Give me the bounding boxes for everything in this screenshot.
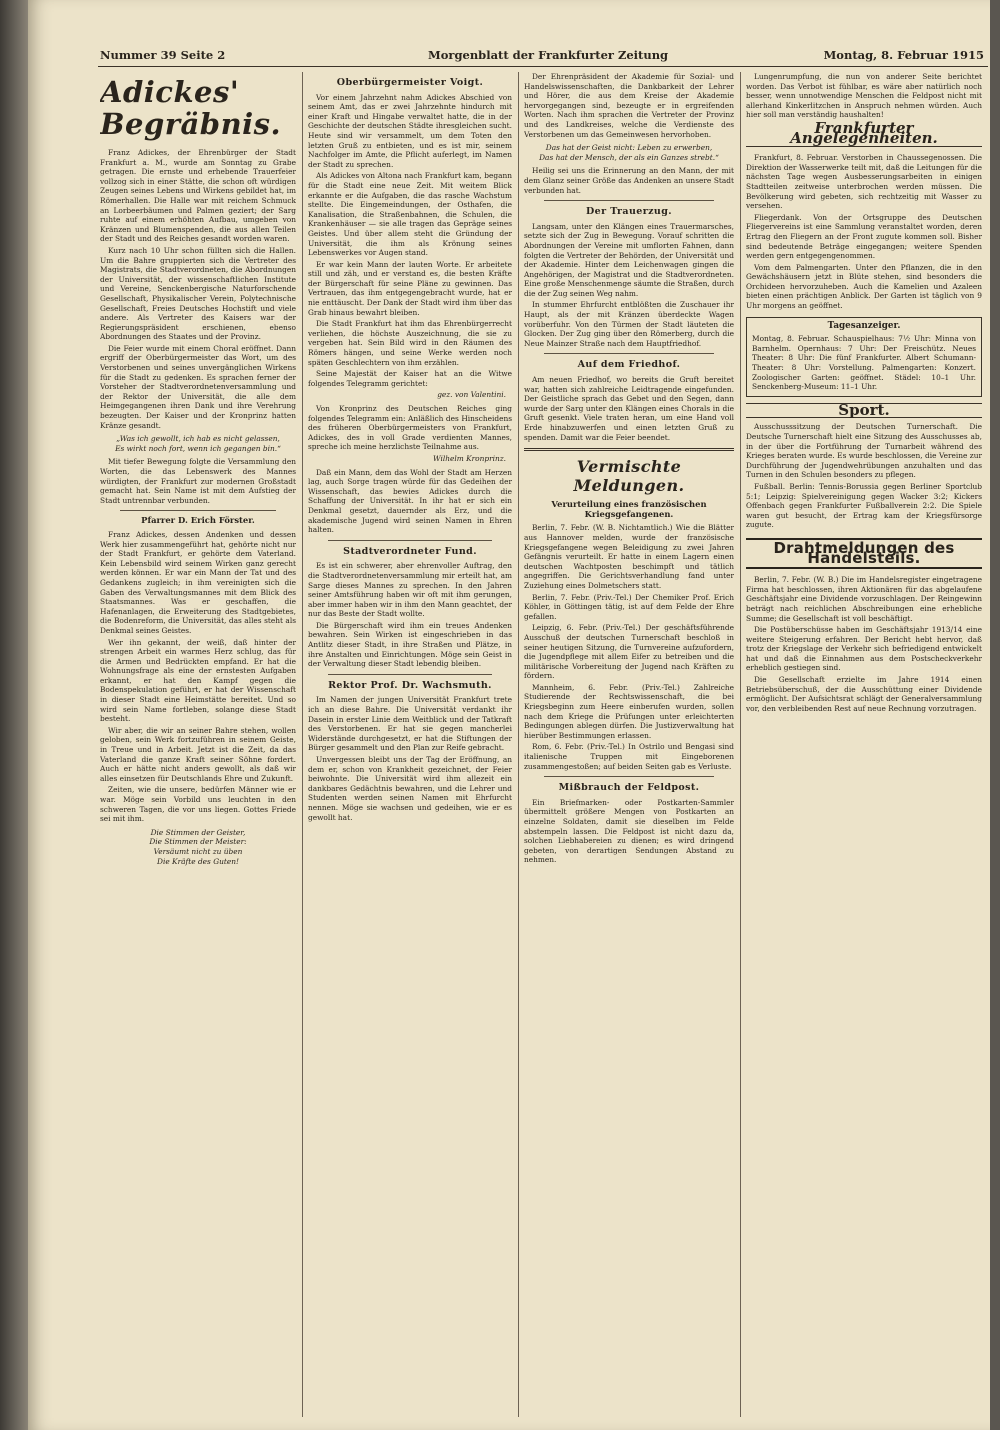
paragraph: Fußball. Berlin: Tennis-Borussia gegen Berliner Sportclub 5:1; Leipzig: Spielvereinigung gegen Wacker 3:2; Kickers Offenbach gegen Frankfurter Fußballverein 2:2. Die Spiele waren gut besucht, der Ertrag kam der Kriegsfürsorge zugute. [746, 481, 982, 530]
divider [328, 540, 492, 541]
column-3 [524, 72, 734, 1422]
divider [544, 200, 714, 201]
paragraph: Seine Majestät der Kaiser hat an die Witwe folgendes Telegramm gerichtet: [308, 369, 512, 388]
paragraph: Lungenrumpfung, die nun von anderer Seite berichtet worden. Das Verbot ist fühlbar, es wäre aber natürlich noch besser, wenn unnotwendige Menschen die Feldpost nicht mit allerhand Kinkerlitzchen in Anspruch nehmen würden. Auch hier soll man verständig haushalten! [746, 72, 982, 120]
paragraph: Langsam, unter den Klängen eines Trauermarsches, setzte sich der Zug in Bewegung. Vorauf schritten die Abordnungen der Vereine mit umflorten Fahnen, dann folgten die Vertreter der Behörden, der Universität und der Akademie. Hinter dem Leichenwagen gingen die Angehörigen, der Magistrat und die Stadtverordneten. Eine große Menschenmenge säumte die Straßen, durch die der Zug seinen Weg nahm. [524, 221, 734, 298]
box-content: Montag, 8. Februar. Schauspielhaus: 7½ Uhr: Minna von Barnhelm. Opernhaus: 7 Uhr: Der Freischütz. Neues Theater: 8 Uhr: Die fünf Frankfurter. Albert Schumann-Theater: 8 Uhr: Vorstellung. Palmengarten: Konzert. Zoologischer Garten: geöffnet. Städel: 10–1 Uhr. Senckenberg-Museum: 11–1 Uhr. [752, 334, 976, 392]
speaker-heading: Rektor Prof. Dr. Wachsmuth. [328, 679, 492, 691]
speaker-heading: Oberbürgermeister Voigt. [336, 77, 484, 88]
section-heading: Der Trauerzug. [586, 206, 672, 218]
paragraph: Leipzig, 6. Febr. (Priv.-Tel.) Der geschäftsführende Ausschuß der deutschen Turnerschaft beschloß in seiner heutigen Sitzung, die Turnvereine aufzufordern, die Jugendpflege mit allem Eifer zu betreiben und die militärische Vorbereitung der Jugend nach Kräften zu fördern. [524, 623, 734, 681]
paragraph: Wir aber, die wir an seiner Bahre stehen, wollen geloben, sein Werk fortzuführen in seinem Geiste, in Treue und in Arbeit. Jetzt ist die Zeit, da das Vaterland die ganze Kraft seiner Söhne fordert. Auch er hätte nicht anders gewollt, als daß wir alles einsetzen für Deutschlands Ehre und Zukunft. [100, 725, 296, 783]
book-binding [0, 0, 28, 1430]
paragraph: Heilig sei uns die Erinnerung an den Mann, der mit dem Glanz seiner Größe das Andenken an unsere Stadt verbunden hat. [524, 166, 734, 195]
header-page-number: Nummer 39 Seite 2 [100, 48, 226, 62]
paragraph: Berlin, 7. Febr. (W. B. Nichtamtlich.) Wie die Blätter aus Hannover melden, wurde der französische Kriegsgefangene wegen Beleidigung zu zwei Jahren Gefängnis verurteilt. Er hatte in einem Lagern einen deutschen Wachtposten beschimpft und tätlich angegriffen. Die Gerichtsverhandlung fand unter Zuziehung eines Dolmetschers statt. [524, 523, 734, 590]
paragraph: Die Bürgerschaft wird ihm ein treues Andenken bewahren. Sein Wirken ist eingeschrieben in das Antlitz dieser Stadt, in ihre Straßen und Plätze, in ihre Anstalten und Einrichtungen. Möge sein Geist in der Verwaltung dieser Stadt lebendig bleiben. [308, 620, 512, 669]
divider [544, 776, 714, 777]
paragraph: Kurz nach 10 Uhr schon füllten sich die Hallen. Um die Bahre gruppierten sich die Vertreter des Magistrats, die Stadtverordneten, die Abordnungen der Universität, der wissenschaftlichen Institute und Vereine, Senckenbergische Naturforschende Gesellschaft, Physikalischer Verein, Polytechnische Gesellschaft, Freies Deutsches Hochstift und viele andere. Als Vertreter des Kaisers war der Regierungspräsident erschienen, ebenso Abordnungen des Staates und der Provinz. [100, 245, 296, 342]
double-divider [524, 448, 734, 451]
column-rule [302, 72, 303, 1417]
paragraph: Am neuen Friedhof, wo bereits die Gruft bereitet war, hatten sich zahlreiche Leidtragende eingefunden. Der Geistliche sprach das Gebet und den Segen, dann wurde der Sarg unter den Klängen eines Chorals in die Gruft gesenkt. Viele traten heran, um eine Hand voll Erde hinabzuwerfen und einen letzten Gruß zu spenden. Damit war die Feier beendet. [524, 375, 734, 442]
divider [120, 510, 276, 511]
paragraph: Zeiten, wie die unsere, bedürfen Männer wie er war. Möge sein Vorbild uns leuchten in den schweren Tagen, die vor uns liegen. Gottes Friede sei mit ihm. [100, 785, 296, 824]
paragraph: Als Adickes von Altona nach Frankfurt kam, begann für die Stadt eine neue Zeit. Mit weitem Blick erkannte er die Aufgaben, die das rasche Wachstum stellte. Die Eingemeindungen, der Osthafen, die Kanalisation, die Straßenbahnen, die Schulen, die Krankenhäuser — sie alle tragen das Gepräge seines Geistes. Und über allem steht die Gründung der Universität, die ihm als Krönung seines Lebenswerkes vor Augen stand. [308, 171, 512, 258]
paragraph: In stummer Ehrfurcht entblößten die Zuschauer ihr Haupt, als der mit Kränzen überdeckte Wagen vorüberfuhr. Von den Türmen der Stadt läuteten die Glocken. Der Zug ging über den Römerberg, durch die Neue Mainzer Straße nach dem Hauptfriedhof. [524, 300, 734, 348]
paragraph: Vom dem Palmengarten. Unter den Pflanzen, die in den Gewächshäusern jetzt in Blüte stehen, sind besonders die Orchideen hervorzuheben. Auch die Kamelien und Azaleen bieten einen prächtigen Anblick. Der Garten ist täglich von 9 Uhr morgens an geöffnet. [746, 262, 982, 311]
article-heading: Verurteilung eines französischen Kriegsgefangenen. [551, 499, 707, 519]
paragraph: Berlin, 7. Febr. (Priv.-Tel.) Der Chemiker Prof. Erich Köhler, in Göttingen tätig, ist auf dem Felde der Ehre gefallen. [524, 592, 734, 621]
section-heading: Sport. [746, 403, 982, 419]
paragraph: Der Ehrenpräsident der Akademie für Sozial- und Handelswissenschaften, die Dankbarkeit der Lehrer und Hörer, die aus dem Kreise der Akademie hervorgegangen sind, bezeugte er in ergreifenden Worten. Nach ihm sprachen die Vertreter der Provinz und des Landkreises, welche die Verdienste des Verstorbenen um das Gemeinwesen hervorhoben. [524, 72, 734, 139]
paragraph: Die Stadt Frankfurt hat ihm das Ehrenbürgerrecht verliehen, die höchste Auszeichnung, die sie zu vergeben hat. Sein Bild wird in den Räumen des Römers hängen, und seine Werke werden noch späten Geschlechtern von ihm erzählen. [308, 319, 512, 367]
paragraph: Im Namen der jungen Universität Frankfurt trete ich an diese Bahre. Die Universität verdankt ihr Dasein in erster Linie dem Weitblick und der Tatkraft des Verstorbenen. Er hat sie gegen mancherlei Widerstände durchgesetzt, er hat die Stiftungen der Bürger gesammelt und den Plan zur Reife gebracht. [308, 695, 512, 753]
section-heading: Frankfurter Angelegenheiten. [746, 124, 982, 147]
article-title: Adickes' Begräbnis. [100, 75, 282, 141]
daily-listing-box [746, 317, 982, 397]
paragraph: Berlin, 7. Febr. (W. B.) Die im Handelsregister eingetragene Firma hat beschlossen, ihren Aktionären für das abgelaufene Geschäftsjahr eine Dividende vorzuschlagen. Der Reingewinn beträgt nach reichlichen Abschreibungen eine erhebliche Summe; die Gesellschaft ist voll beschäftigt. [746, 575, 982, 623]
paragraph: Vor einem Jahrzehnt nahm Adickes Abschied von seinem Amt, das er zwei Jahrzehnte hindurch mit einer Kraft und Hingabe verwaltet hatte, die in der Geschichte der deutschen Städte ihresgleichen sucht. Heute sind wir versammelt, um dem Toten den letzten Gruß zu entbieten, und es ist mir, seinem Nachfolger im Amte, die Pflicht auferlegt, im Namen der Stadt zu sprechen. [308, 92, 512, 169]
paragraph: Frankfurt, 8. Februar. Verstorben in Chaussegenossen. Die Direktion der Wasserwerke teilt mit, daß die Leitungen für die nächsten Tage wegen Ausbesserungsarbeiten in einigen Stadtteilen zeitweise unterbrochen werden müssen. Die Bevölkerung wird gebeten, sich rechtzeitig mit Wasser zu versehen. [746, 153, 982, 211]
paragraph: Es ist ein schwerer, aber ehrenvoller Auftrag, den die Stadtverordnetenversammlung mir erteilt hat, am Sarge dieses Mannes zu sprechen. In den Jahren seiner Amtsführung haben wir oft mit ihm gerungen, aber immer haben wir in ihm den Mann geachtet, der nur das Beste der Stadt wollte. [308, 561, 512, 619]
box-title: Tagesanzeiger. [827, 320, 901, 331]
signature-line: gez. von Valentini. [437, 390, 506, 400]
section-heading: Auf dem Friedhof. [577, 359, 681, 371]
paragraph: Ein Briefmarken- oder Postkarten-Sammler übermittelt größere Mengen von Postkarten an einzelne Soldaten, damit sie dieselben im Felde abstempeln lassen. Die Feldpost ist nicht dazu da, solchen Liebhabereien zu dienen; es wird dringend gebeten, von derartigen Sendungen Abstand zu nehmen. [524, 797, 734, 865]
divider [544, 353, 714, 354]
divider [328, 674, 492, 675]
section-heading: Mißbrauch der Feldpost. [558, 782, 700, 794]
section-heading: Drahtmeldungen des Handelsteils. [746, 538, 982, 569]
paragraph: Rom, 6. Febr. (Priv.-Tel.) In Ostrilo und Bengasi sind italienische Truppen mit Eingeborenen zusammengestoßen; auf beiden Seiten gab es Verluste. [524, 742, 734, 771]
paragraph: Unvergessen bleibt uns der Tag der Eröffnung, an dem er, schon von Krankheit gezeichnet, der Feier beiwohnte. Die Universität wird ihm allezeit ein dankbares Gedächtnis bewahren, und die Lehrer und Studenten werden seinen Namen mit Ehrfurcht nennen. Möge sie wachsen und gedeihen, wie er es gewollt hat. [308, 755, 512, 822]
paragraph: Die Feier wurde mit einem Choral eröffnet. Dann ergriff der Oberbürgermeister das Wort, um des Verstorbenen und seines unvergänglichen Wirkens für die Stadt zu gedenken. Es sprachen ferner der Vorsteher der Stadtverordnetenversammlung und der Rektor der Universität, die alle dem Heimgegangenen ihren Dank und ihre Verehrung bezeugten. Der Kaiser und der Kronprinz hatten Kränze gesandt. [100, 343, 296, 430]
signature-line: Wilhelm Kronprinz. [433, 453, 506, 463]
paragraph: Ausschusssitzung der Deutschen Turnerschaft. Die Deutsche Turnerschaft hielt eine Sitzung des Ausschusses ab, in der über die Fortführung der Turnarbeit während des Krieges beraten wurde. Es wurde beschlossen, die Vereine zur Durchführung der Jugendwehrübungen anzuhalten und das Turnen in den Schulen besonders zu pflegen. [746, 422, 982, 480]
section-heading: Vermischte Meldungen. [573, 457, 685, 496]
quoted-verse: „Was ich gewollt, ich hab es nicht gelassen, Es wirkt noch fort, wenn ich gegangen bin.“ [115, 434, 281, 453]
paragraph: Die Gesellschaft erzielte im Jahre 1914 einen Betriebsüberschuß, der die Ausschüttung einer Dividende ermöglicht. Der Aufsichtsrat schlägt der Generalversammlung vor, den verbleibenden Rest auf neue Rechnung vorzutragen. [746, 675, 982, 713]
paragraph: Von Kronprinz des Deutschen Reiches ging folgendes Telegramm ein: Anläßlich des Hinscheidens des früheren Oberbürgermeisters von Frankfurt, Adickes, des in voll Grade verdienten Mannes, spreche ich meine herzlichste Teilnahme aus. [308, 404, 512, 452]
paragraph: Wer ihn gekannt, der weiß, daß hinter der strengen Arbeit ein warmes Herz schlug, das für die Armen und Bedrückten empfand. Er hat die Wohnungsfrage als eine der ernstesten Aufgaben erkannt, er hat den Kampf gegen die Bodenspekulation geführt, er hat der Wissenschaft in dieser Stadt eine Heimstätte bereitet. Und so wird sein Name fortleben, solange diese Stadt besteht. [100, 637, 296, 724]
page-header [98, 44, 988, 67]
paragraph: Fliegerdank. Von der Ortsgruppe des Deutschen Fliegervereins ist eine Sammlung veranstaltet worden, deren Ertrag den Fliegern an der Front zugute kommen soll. Bisher sind bedeutende Beträge eingegangen; weitere Spenden werden gern entgegengenommen. [746, 212, 982, 261]
paragraph: Franz Adickes, dessen Andenken und dessen Werk hier zusammengeführt hat, gehörte nicht nur der Stadt Frankfurt, er gehörte dem Vaterland. Kein Lebensbild wird seinem Wirken ganz gerecht werden können. Er war ein Mann der Tat und des Gedankens zugleich; in ihm vereinigten sich die Gaben des Verwaltungsmannes mit dem Blick des Staatsmannes. Was er geschaffen, die Hafenanlagen, die Erweiterung des Stadtgebietes, die Bodenreform, die Universität, das alles steht als Denkmal seines Geistes. [100, 529, 296, 635]
header-masthead: Morgenblatt der Frankfurter Zeitung [428, 48, 669, 62]
paragraph: Er war kein Mann der lauten Worte. Er arbeitete still und zäh, und er verstand es, die besten Kräfte der Bürgerschaft für seine Pläne zu gewinnen. Das Vertrauen, das ihm entgegengebracht wurde, hat er nie enttäuscht. Der Dank der Stadt wird ihm über das Grab hinaus bewahrt bleiben. [308, 259, 512, 317]
speaker-heading: Stadtverordneter Fund. [343, 545, 477, 557]
paragraph: Die Postüberschüsse haben im Geschäftsjahr 1913/14 eine weitere Steigerung erfahren. Der Bericht hebt hervor, daß trotz der Kriegslage der Verkehr sich befriedigend entwickelt hat und daß die Einnahmen aus dem Postscheckverkehr erheblich gestiegen sind. [746, 625, 982, 673]
paragraph: Franz Adickes, der Ehrenbürger der Stadt Frankfurt a. M., wurde am Sonntag zu Grabe getragen. Die ernste und erhebende Trauerfeier vollzog sich in einer Stätte, die schon oft würdigen Zeugen seines Lebens und Wirkens gebildet hat, im Römerhallen. Die Halle war mit reichem Schmuck an Lorbeerbäumen und Palmen geziert; der Sarg ruhte auf einem erhöhten Aufbau, umgeben von Kränzen und Blumenspenden, die aus allen Teilen der Stadt und des Reiches gesandt worden waren. [100, 148, 296, 244]
newspaper-page [28, 0, 990, 1430]
header-date: Montag, 8. Februar 1915 [823, 48, 984, 62]
paragraph: Daß ein Mann, dem das Wohl der Stadt am Herzen lag, auch Sorge tragen würde für das Gedeihen der Wissenschaft, das bewies Adickes durch die Schaffung der Universität. In ihr hat er sich ein Denkmal gesetzt, dauernder als Erz, und die akademische Jugend wird seinen Namen in Ehren halten. [308, 467, 512, 535]
paragraph: Mit tiefer Bewegung folgte die Versammlung den Worten, die das Lebenswerk des Mannes würdigten, der Frankfurt zur modernen Großstadt gemacht hat. Sein Name ist mit dem Aufstieg der Stadt untrennbar verbunden. [100, 457, 296, 505]
quoted-verse: Das hat der Geist nicht: Leben zu erwerben, Das hat der Mensch, der als ein Ganzes strebt.“ [539, 143, 719, 162]
column-rule [740, 72, 741, 1417]
column-4 [746, 72, 982, 1422]
speaker-heading: Pfarrer D. Erich Förster. [141, 515, 255, 526]
paragraph: Mannheim, 6. Febr. (Priv.-Tel.) Zahlreiche Studierende der Rechtswissenschaft, die bei Kriegsbeginn zum Heere einberufen wurden, sollen nach dem Kriege die Prüfungen unter erleichterten Bedingungen ablegen dürfen. Die Justizverwaltung hat hierüber Bestimmungen erlassen. [524, 682, 734, 740]
closing-verse: Die Stimmen der Geister, Die Stimmen der Meister: Versäumt nicht zu üben Die Kräfte des Guten! [149, 827, 247, 866]
column-2 [308, 72, 512, 1422]
column-1 [100, 72, 296, 1422]
column-rule [518, 72, 519, 1417]
